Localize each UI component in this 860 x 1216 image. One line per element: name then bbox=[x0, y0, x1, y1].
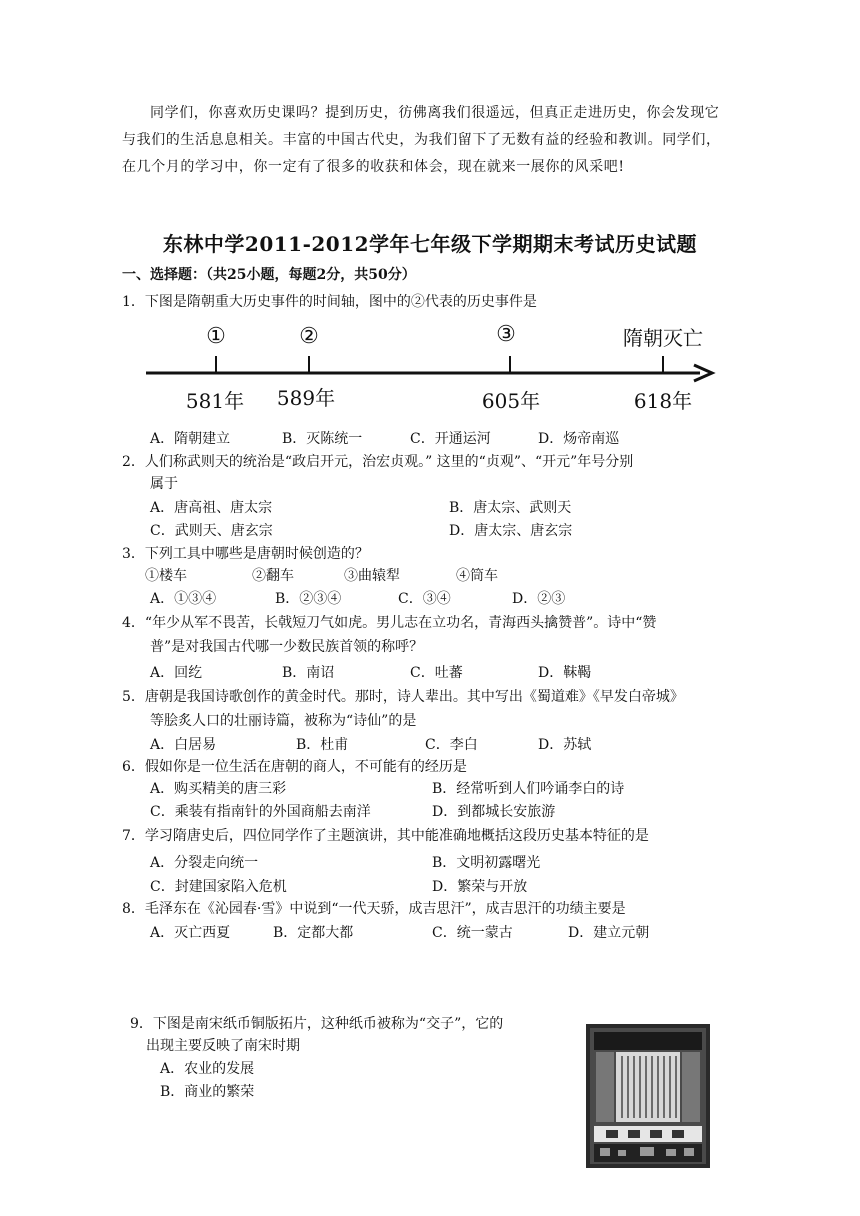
q4-option-d: D．靺鞨 bbox=[538, 665, 592, 681]
q1-option-c: C．开通运河 bbox=[410, 431, 491, 447]
q2-option-c: C．武则天、唐玄宗 bbox=[150, 523, 273, 539]
q8-option-a: A．灭亡西夏 bbox=[150, 925, 231, 941]
q3-item-3: ③曲辕犁 bbox=[344, 568, 400, 584]
q3-item-2: ②翻车 bbox=[252, 568, 294, 584]
q8-option-c: C．统一蒙古 bbox=[432, 925, 513, 941]
q3-option-d: D．②③ bbox=[512, 591, 566, 607]
q2-option-d: D．唐太宗、唐玄宗 bbox=[449, 523, 573, 539]
q8-stem: 8．毛泽东在《沁园春·雪》中说到“一代天骄，成吉思汗”，成吉思汗的功绩主要是 bbox=[122, 901, 626, 917]
q5-option-b: B．杜甫 bbox=[296, 737, 349, 753]
q7-option-a: A．分裂走向统一 bbox=[150, 855, 259, 871]
q3-option-a: A．①③④ bbox=[150, 591, 217, 607]
q2-stem-line1: 2．人们称武则天的统治是“政启开元，治宏贞观。” 这里的“贞观”、“开元”年号分别 bbox=[122, 454, 634, 470]
q5-option-d: D．苏轼 bbox=[538, 737, 592, 753]
q6-option-a: A．购买精美的唐三彩 bbox=[150, 781, 287, 797]
q7-option-d: D．繁荣与开放 bbox=[432, 879, 528, 895]
q5-stem-line1: 5．唐朝是我国诗歌创作的黄金时代。那时，诗人辈出。其中写出《蜀道难》《早发白帝城》 bbox=[122, 689, 684, 705]
q6-option-d: D．到都城长安旅游 bbox=[432, 804, 556, 820]
q9-stem-line1: 9．下图是南宋纸币铜版拓片，这种纸币被称为“交子”，它的 bbox=[130, 1016, 504, 1032]
q5-option-a: A．白居易 bbox=[150, 737, 217, 753]
q9-option-a: A．农业的发展 bbox=[160, 1061, 255, 1077]
q8-option-d: D．建立元朝 bbox=[568, 925, 650, 941]
q4-stem-line2: 普”是对我国古代哪一少数民族首领的称呼？ bbox=[150, 639, 424, 655]
timeline-marker-4: 隋朝灭亡 bbox=[623, 326, 703, 350]
q3-stem: 3．下列工具中哪些是唐朝时候创造的？ bbox=[122, 546, 369, 562]
q3-option-b: B．②③④ bbox=[275, 591, 342, 607]
timeline-year-3: 605年 bbox=[481, 389, 541, 413]
q2-option-a: A．唐高祖、唐太宗 bbox=[150, 500, 273, 516]
q3-item-4: ④筒车 bbox=[456, 568, 498, 584]
q6-option-c: C．乘装有指南针的外国商船去南洋 bbox=[150, 804, 371, 820]
q4-option-b: B．南诏 bbox=[282, 665, 335, 681]
section-heading: 一、选择题：（共25小题，每题2分，共50分） bbox=[122, 267, 416, 283]
q5-stem-line2: 等脍炙人口的壮丽诗篇，被称为“诗仙”的是 bbox=[150, 713, 417, 729]
timeline-diagram bbox=[140, 316, 730, 418]
q4-option-c: C．吐蕃 bbox=[410, 665, 463, 681]
q7-option-c: C．封建国家陷入危机 bbox=[150, 879, 287, 895]
q1-option-a: A．隋朝建立 bbox=[150, 431, 231, 447]
jiaozi-rubbing-image bbox=[584, 1022, 712, 1170]
q8-option-b: B．定都大都 bbox=[273, 925, 354, 941]
timeline-year-4: 618年 bbox=[633, 389, 693, 413]
q7-stem: 7．学习隋唐史后，四位同学作了主题演讲，其中能准确地概括这段历史基本特征的是 bbox=[122, 828, 649, 844]
q9-stem-line2: 出现主要反映了南宋时期 bbox=[146, 1038, 300, 1054]
q1-option-d: D．炀帝南巡 bbox=[538, 431, 620, 447]
q9-option-b: B．商业的繁荣 bbox=[160, 1084, 255, 1100]
timeline-year-1: 581年 bbox=[185, 389, 245, 413]
q2-stem-line2: 属于 bbox=[150, 476, 178, 492]
q1-option-b: B．灭陈统一 bbox=[282, 431, 363, 447]
q7-option-b: B．文明初露曙光 bbox=[432, 855, 541, 871]
q5-option-c: C．李白 bbox=[425, 737, 478, 753]
intro-text: 同学们，你喜欢历史课吗？提到历史，彷佛离我们很遥远，但真正走进历史，你会发现它与我们的生活息息相关。丰富的中国古代史，为我们留下了无数有益的经验和教训。同学们，在几个月的学习中，你一定有了很多的收获和体会，现在就来一展你的风采吧! bbox=[122, 105, 721, 175]
q2-option-b: B．唐太宗、武则天 bbox=[449, 500, 572, 516]
q1-stem: 1．下图是隋朝重大历史事件的时间轴，图中的②代表的历史事件是 bbox=[122, 294, 537, 310]
timeline-marker-1: ① bbox=[206, 324, 226, 349]
timeline-marker-2: ② bbox=[299, 324, 319, 349]
q4-stem-line1: 4．“年少从军不畏苦，长戟短刀气如虎。男儿志在立功名，青海西头擒赞普”。诗中“赞 bbox=[122, 615, 657, 631]
q6-option-b: B．经常听到人们吟诵李白的诗 bbox=[432, 781, 625, 797]
q3-item-1: ①楼车 bbox=[145, 568, 187, 584]
q4-option-a: A．回纥 bbox=[150, 665, 203, 681]
q3-option-c: C．③④ bbox=[398, 591, 451, 607]
timeline-year-2: 589年 bbox=[276, 386, 336, 410]
timeline-marker-3: ③ bbox=[496, 322, 516, 347]
exam-title: 东林中学2011-2012学年七年级下学期期末考试历史试题 bbox=[162, 232, 698, 256]
q6-stem: 6．假如你是一位生活在唐朝的商人，不可能有的经历是 bbox=[122, 759, 467, 775]
intro-paragraph bbox=[122, 100, 732, 181]
